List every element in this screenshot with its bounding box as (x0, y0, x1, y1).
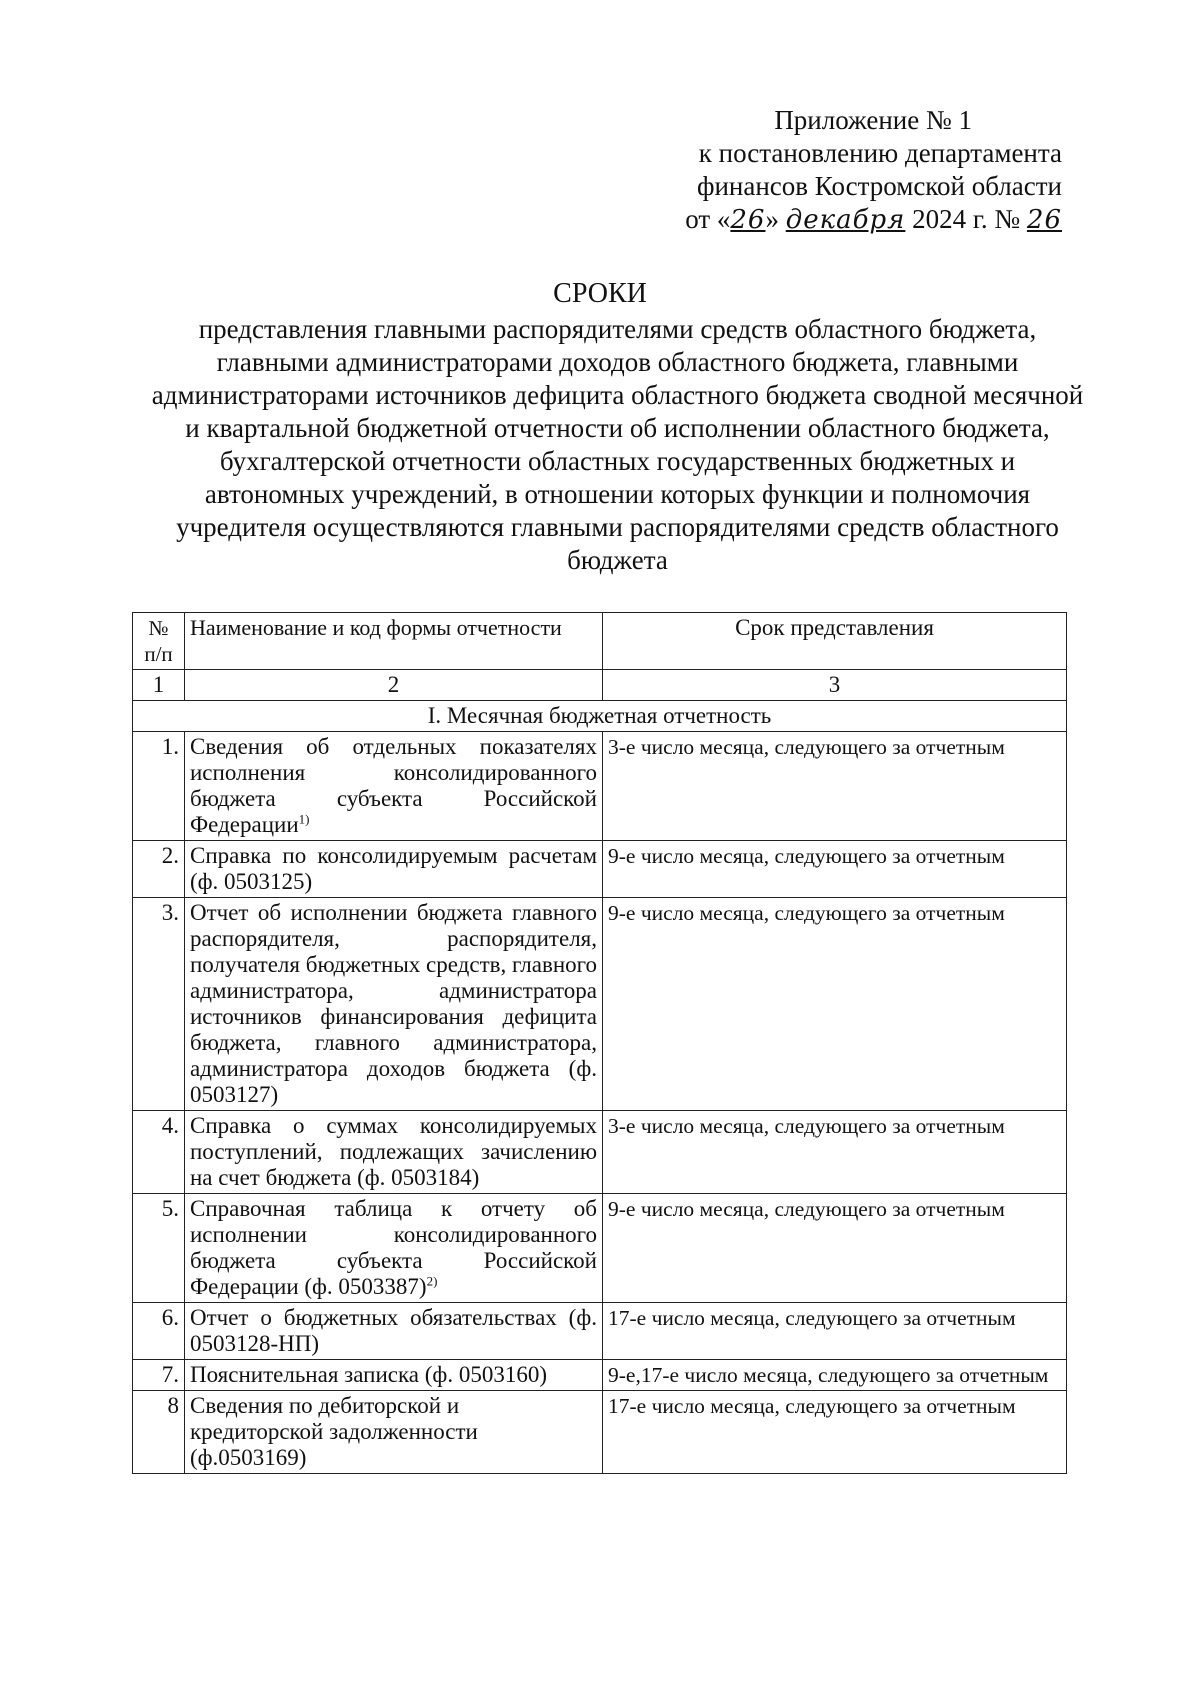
table-row (133, 1303, 1067, 1360)
reporting-deadlines-table (132, 612, 1067, 1474)
row-form-name: Отчет об исполнении бюджета главного распорядителя, распорядителя, получателя бюджетных средств, главного администратора, администратора источников финансирования дефицита бюджета, главного администратора, администратора доходов бюджета (ф. 0503127) (185, 898, 603, 1111)
appendix-title: Приложение № 1 (774, 105, 972, 135)
appendix-header (642, 104, 1062, 237)
row-term: 9-е число месяца, следующего за отчетным (603, 841, 1067, 898)
section-title: I. Месячная бюджетная отчетность (133, 701, 1067, 732)
table-row (133, 1391, 1067, 1474)
row-term: 3-е число месяца, следующего за отчетным (603, 1111, 1067, 1194)
column-number: 2 (185, 670, 603, 701)
handwritten-number: 26 (1026, 205, 1062, 235)
table-row (133, 1194, 1067, 1303)
row-form-name (185, 732, 603, 841)
row-number: 5. (133, 1194, 185, 1303)
date-prefix: от « (685, 204, 731, 234)
handwritten-month: декабря (785, 205, 906, 235)
table-row (133, 898, 1067, 1111)
row-number: 4. (133, 1111, 185, 1194)
form-name-text: Справочная таблица к отчету об исполнении консолидированного бюджета субъекта Российской Федерации (ф. 0503387) (190, 1196, 597, 1299)
footnote-mark: 2) (426, 1273, 438, 1289)
row-number: 7. (133, 1360, 185, 1391)
row-form-name: Справка о суммах консолидируемых поступлений, подлежащих зачислению на счет бюджета (ф. 0503184) (185, 1111, 603, 1194)
appendix-line-department: финансов Костромской области (696, 171, 1062, 201)
row-term: 17-е число месяца, следующего за отчетным (603, 1303, 1067, 1360)
date-year: 2024 г. № (905, 204, 1027, 234)
row-form-name: Отчет о бюджетных обязательствах (ф. 0503128-НП) (185, 1303, 603, 1360)
row-form-name (185, 1194, 603, 1303)
row-term: 9-е число месяца, следующего за отчетным (603, 1194, 1067, 1303)
row-number: 6. (133, 1303, 185, 1360)
row-term: 9-е,17-е число месяца, следующего за отчетным (603, 1360, 1067, 1391)
column-number-row (133, 670, 1067, 701)
row-number: 2. (133, 841, 185, 898)
appendix-date-line (642, 203, 1062, 237)
section-row (133, 701, 1067, 732)
row-term: 17-е число месяца, следующего за отчетным (603, 1391, 1067, 1474)
row-form-name: Справка по консолидируемым расчетам (ф. 0503125) (185, 841, 603, 898)
row-number: 8 (133, 1391, 185, 1474)
date-mid: » (765, 204, 786, 234)
table-row (133, 841, 1067, 898)
column-number: 1 (133, 670, 185, 701)
appendix-line-resolution: к постановлению департамента (698, 138, 1062, 168)
handwritten-day: 26 (730, 205, 766, 235)
table-header-row (133, 613, 1067, 670)
row-form-name: Сведения по дебиторской и кредиторской задолженности (ф.0503169) (185, 1391, 603, 1474)
header-term: Срок представления (603, 613, 1067, 670)
header-name: Наименование и код формы отчетности (185, 613, 603, 670)
row-term: 9-е число месяца, следующего за отчетным (603, 898, 1067, 1111)
table-row (133, 1111, 1067, 1194)
row-number: 3. (133, 898, 185, 1111)
header-num: № п/п (133, 613, 185, 670)
row-form-name: Пояснительная записка (ф. 0503160) (185, 1360, 603, 1391)
form-name-text: Сведения об отдельных показателях исполнения консолидированного бюджета субъекта Российской Федерации (190, 734, 597, 837)
footnote-mark: 1) (298, 811, 310, 827)
table-row (133, 732, 1067, 841)
document-subtitle: представления главными распорядителями средств областного бюджета, главными администраторами доходов областного бюджета, главными администраторами источников дефицита областного бюджета сводной месячной и квартальной бюджетной отчетности об исполнении областного бюджета, бухгалтерской отчетности областных государственных бюджетных и автономных учреждений, в отношении которых функции и полномочия учредителя осуществляются главными распорядителями средств областного бюджета (151, 314, 1084, 575)
column-number: 3 (603, 670, 1067, 701)
row-number: 1. (133, 732, 185, 841)
document-title: СРОКИ (553, 278, 647, 309)
row-term: 3-е число месяца, следующего за отчетным (603, 732, 1067, 841)
table-row (133, 1360, 1067, 1391)
